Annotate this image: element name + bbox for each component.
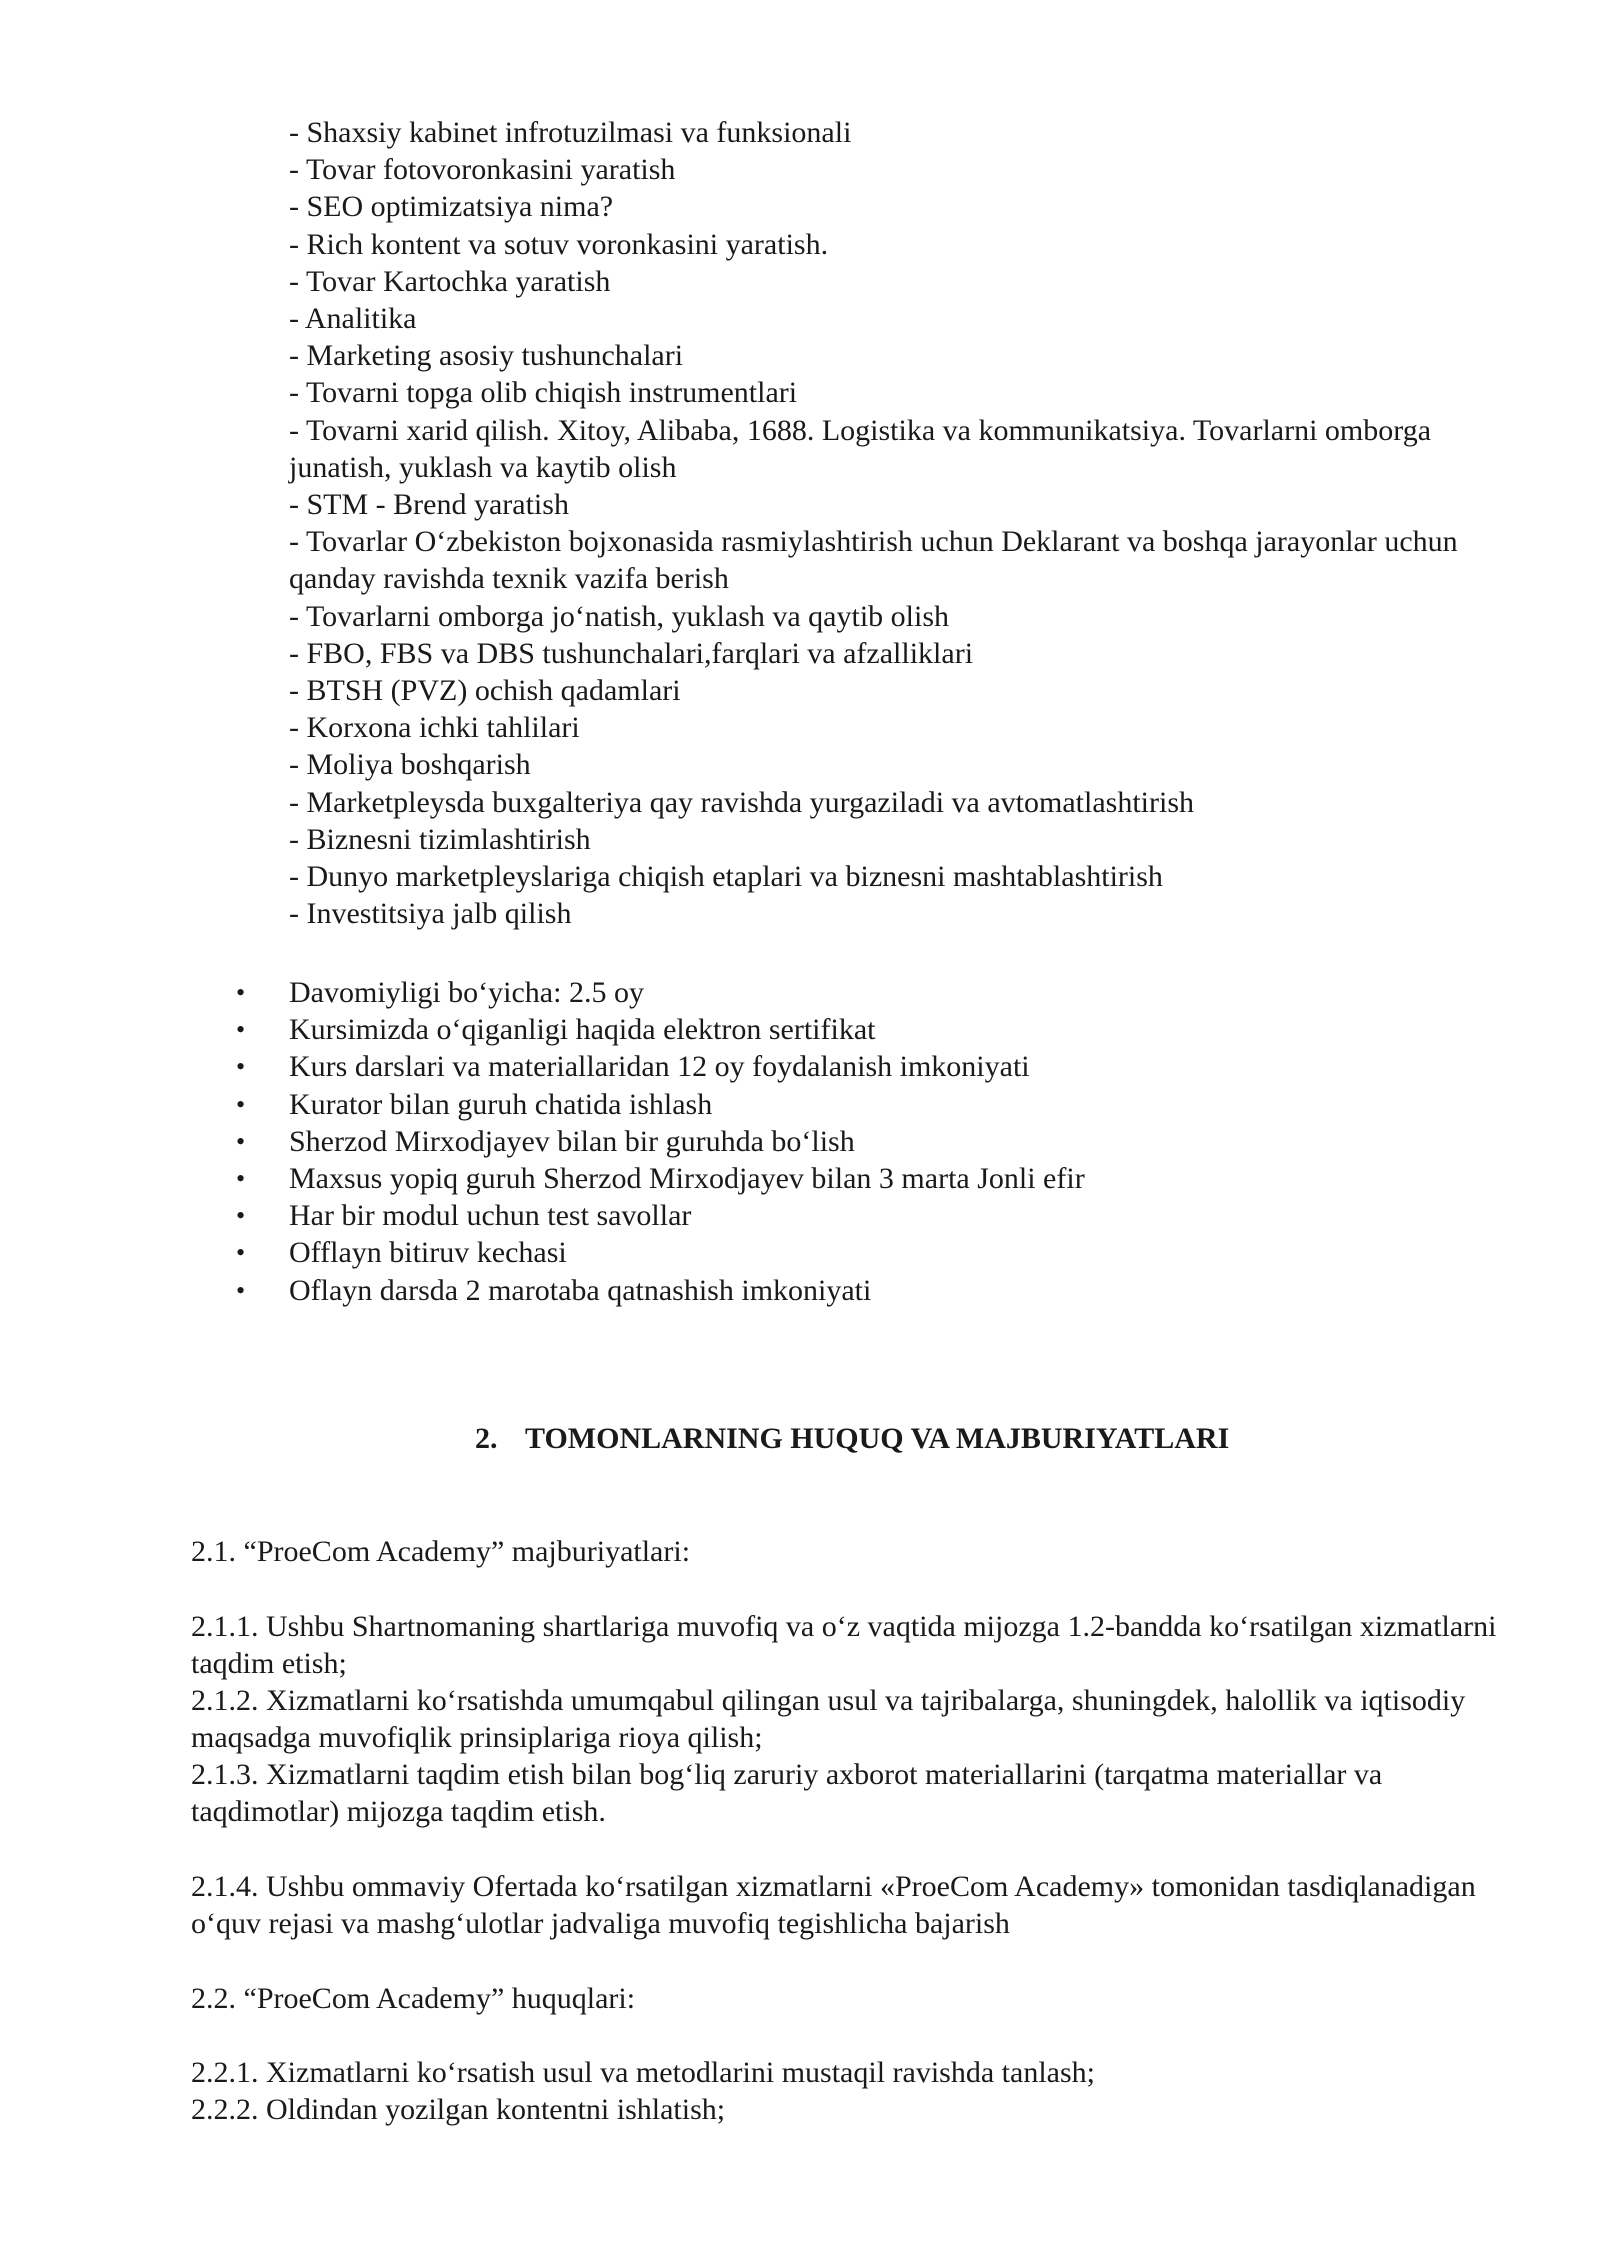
topic-item: - Biznesni tizimlashtirish xyxy=(289,822,591,856)
benefit-text: Maxsus yopiq guruh Sherzod Mirxodjayev bilan 3 marta Jonli efir xyxy=(289,1162,1085,1196)
benefit-item xyxy=(236,1160,1499,1197)
paragraph-2-1-2: 2.1.2. Xizmatlarni ko‘rsatishda umumqabul qilingan usul va tajribalarga, shuningdek, halollik va iqtisodiy maqsadga muvofiqlik prinsiplariga rioya qilish; xyxy=(191,1684,1466,1755)
paragraph-2-1-4: 2.1.4. Ushbu ommaviy Ofertada ko‘rsatilgan xizmatlarni «ProeCom Academy» tomonidan tasdiqlanadigan o‘quv rejasi va mashg‘ulotlar jadvaliga muvofiq tegishlicha bajarish xyxy=(191,1870,1476,1941)
topic-item: - Tovarni xarid qilish. Xitoy, Alibaba, 1688. Logistika va kommunikatsiya. Tovarlarni omborga junatish, yuklash va kaytib olish xyxy=(289,413,1432,484)
topic-item: - Korxona ichki tahlilari xyxy=(289,711,580,745)
topic-item: - Analitika xyxy=(289,302,417,336)
benefit-item xyxy=(236,1234,1499,1271)
course-topics-list xyxy=(289,114,1499,932)
bullet-icon: • xyxy=(236,1052,246,1082)
benefit-text: Offlayn bitiruv kechasi xyxy=(289,1236,567,1270)
topic-item: - Rich kontent va sotuv voronkasini yaratish. xyxy=(289,227,829,261)
benefit-text: Har bir modul uchun test savollar xyxy=(289,1199,692,1233)
section-heading xyxy=(475,1420,1229,1457)
paragraph-2-1-1: 2.1.1. Ushbu Shartnomaning shartlariga muvofiq va o‘z vaqtida mijozga 1.2-bandda ko‘rsatilgan xizmatlarni taqdim etish; xyxy=(191,1610,1497,1681)
benefit-item xyxy=(236,1011,1499,1048)
benefit-item xyxy=(236,1086,1499,1123)
topic-item: - Tovar fotovoronkasini yaratish xyxy=(289,153,676,187)
benefit-text: Davomiyligi bo‘yicha: 2.5 oy xyxy=(289,976,644,1009)
paragraph-2-2-1: 2.2.1. Xizmatlarni ko‘rsatish usul va metodlarini mustaqil ravishda tanlash; xyxy=(191,2056,1095,2089)
benefit-item xyxy=(236,1123,1499,1160)
topic-item: - Tovarlarni omborga jo‘natish, yuklash va qaytib olish xyxy=(289,599,950,633)
paragraph-2-1-3: 2.1.3. Xizmatlarni taqdim etish bilan bog‘liq zaruriy axborot materiallarini (tarqatma materiallar va taqdimotlar) mijozga taqdim etish. xyxy=(191,1758,1383,1829)
bullet-icon: • xyxy=(236,1201,246,1231)
paragraph-2-1: 2.1. “ProeCom Academy” majburiyatlari: xyxy=(191,1535,691,1568)
bullet-icon: • xyxy=(236,1089,246,1119)
benefit-text: Kursimizda o‘qiganligi haqida elektron sertifikat xyxy=(289,1013,876,1047)
course-benefits-list xyxy=(236,974,1499,1309)
bullet-icon: • xyxy=(236,1275,246,1305)
bullet-icon: • xyxy=(236,1238,246,1268)
topic-item: - STM - Brend yaratish xyxy=(289,488,569,522)
topic-item: - Marketing asosiy tushunchalari xyxy=(289,339,684,373)
topic-item: - Shaxsiy kabinet infrotuzilmasi va funksionali xyxy=(289,116,852,149)
benefit-text: Sherzod Mirxodjayev bilan bir guruhda bo‘lish xyxy=(289,1124,855,1158)
topic-item: - SEO optimizatsiya nima? xyxy=(289,190,614,224)
topic-item: - Tovarni topga olib chiqish instrumentlari xyxy=(289,376,798,410)
section-number: 2. xyxy=(475,1422,498,1455)
topic-item: - Investitsiya jalb qilish xyxy=(289,897,572,931)
benefit-item xyxy=(236,974,1499,1011)
topic-item: - Tovar Kartochka yaratish xyxy=(289,264,611,298)
topic-item: - Moliya boshqarish xyxy=(289,748,531,782)
topic-item: - Dunyo marketpleyslariga chiqish etaplari va biznesni mashtablashtirish xyxy=(289,860,1163,894)
bullet-icon: • xyxy=(236,978,246,1007)
paragraph-2-2: 2.2. “ProeCom Academy” huquqlari: xyxy=(191,1982,636,2015)
benefit-item xyxy=(236,1048,1499,1085)
bullet-icon: • xyxy=(236,1164,246,1194)
benefit-text: Kurs darslari va materiallaridan 12 oy foydalanish imkoniyati xyxy=(289,1050,1030,1084)
topic-item: - FBO, FBS va DBS tushunchalari,farqlari va afzalliklari xyxy=(289,636,974,670)
topic-item: - Marketpleysda buxgalteriya qay ravishda yurgaziladi va avtomatlashtirish xyxy=(289,785,1194,819)
bullet-icon: • xyxy=(236,1015,246,1045)
paragraph-2-2-2: 2.2.2. Oldindan yozilgan kontentni ishlatish; xyxy=(191,2093,726,2126)
bullet-icon: • xyxy=(236,1126,246,1156)
benefit-item xyxy=(236,1272,1499,1309)
section-title: TOMONLARNING HUQUQ VA MAJBURIYATLARI xyxy=(525,1422,1230,1455)
benefit-item xyxy=(236,1197,1499,1234)
benefit-text: Kurator bilan guruh chatida ishlash xyxy=(289,1087,713,1121)
topic-item: - Tovarlar O‘zbekiston bojxonasida rasmiylashtirish uchun Deklarant va boshqa jarayonlar uchun qanday ravishda texnik vazifa berish xyxy=(289,525,1458,596)
topic-item: - BTSH (PVZ) ochish qadamlari xyxy=(289,674,681,708)
benefit-text: Oflayn darsda 2 marotaba qatnashish imkoniyati xyxy=(289,1273,872,1307)
